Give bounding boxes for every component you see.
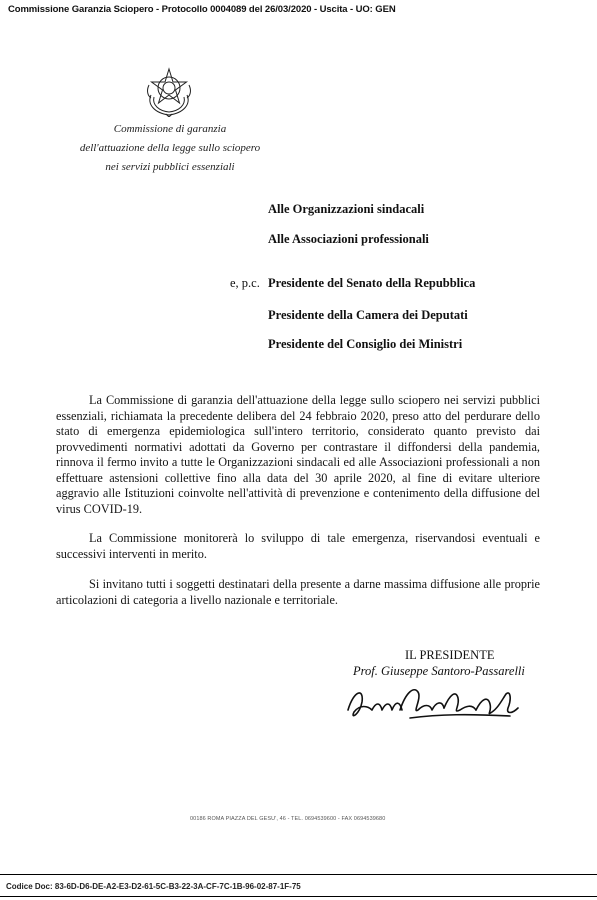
institution-name [50, 120, 290, 177]
institution-line-1: Commissione di garanzia [113, 123, 227, 135]
italian-republic-emblem-icon [144, 65, 194, 117]
protocol-header: Commissione Garanzia Sciopero - Protocollo 0004089 del 26/03/2020 - Uscita - UO: GEN [8, 4, 396, 15]
cc-recipient-line: Presidente del Senato della Repubblica [268, 276, 476, 290]
institution-line-3: nei servizi pubblici essenziali [105, 161, 235, 173]
cc-recipient-line: Presidente della Camera dei Deputati [268, 308, 468, 322]
handwritten-signature [340, 680, 530, 728]
cc-recipient-line: Presidente del Consiglio dei Ministri [268, 337, 463, 351]
recipient-line: Alle Associazioni professionali [268, 232, 429, 246]
signatory-name: Prof. Giuseppe Santoro-Passarelli [353, 664, 525, 678]
document-code: Codice Doc: 83-6D-D6-DE-A2-E3-D2-61-5C-B3-22-3A-CF-7C-1B-96-02-87-1F-75 [6, 882, 301, 891]
recipient-line: Alle Organizzazioni sindacali [268, 202, 425, 216]
footer-divider [0, 874, 597, 875]
institution-line-2: dell'attuazione della legge sullo sciopero [79, 142, 261, 154]
bottom-border [0, 896, 597, 897]
body-paragraph-2: La Commissione monitorerà lo sviluppo di tale emergenza, riservandosi eventuali e successivi interventi in merito. [56, 531, 540, 561]
cc-prefix: e, p.c. [230, 276, 260, 290]
signatory-title: IL PRESIDENTE [405, 648, 495, 662]
footer-address: 00186 ROMA PIAZZA DEL GESU', 46 - TEL. 0694539600 - FAX 0694539680 [190, 816, 386, 822]
body-paragraph-3: Si invitano tutti i soggetti destinatari della presente a darne massima diffusione alle proprie articolazioni di categoria a livello nazionale e territoriale. [56, 577, 540, 607]
body-paragraph-1: La Commissione di garanzia dell'attuazione della legge sullo sciopero nei servizi pubblici essenziali, richiamata la precedente delibera del 24 febbraio 2020, preso atto del perdurare dello stato di emergenza epidemiologica sull'intero territorio, considerato quanto previsto dai provvedimenti normativi adottati da Governo per contrastare il diffondersi della pandemia, rinnova il fermo invito a tutte le Organizzazioni sindacali ed alle Associazioni professionali a non effettuare astensioni collettive fino alla data del 30 aprile 2020, al fine di evitare ulteriore aggravio alle Istituzioni coinvolte nell'attività di prevenzione e contenimento della diffusione del virus COVID-19. [56, 393, 540, 516]
